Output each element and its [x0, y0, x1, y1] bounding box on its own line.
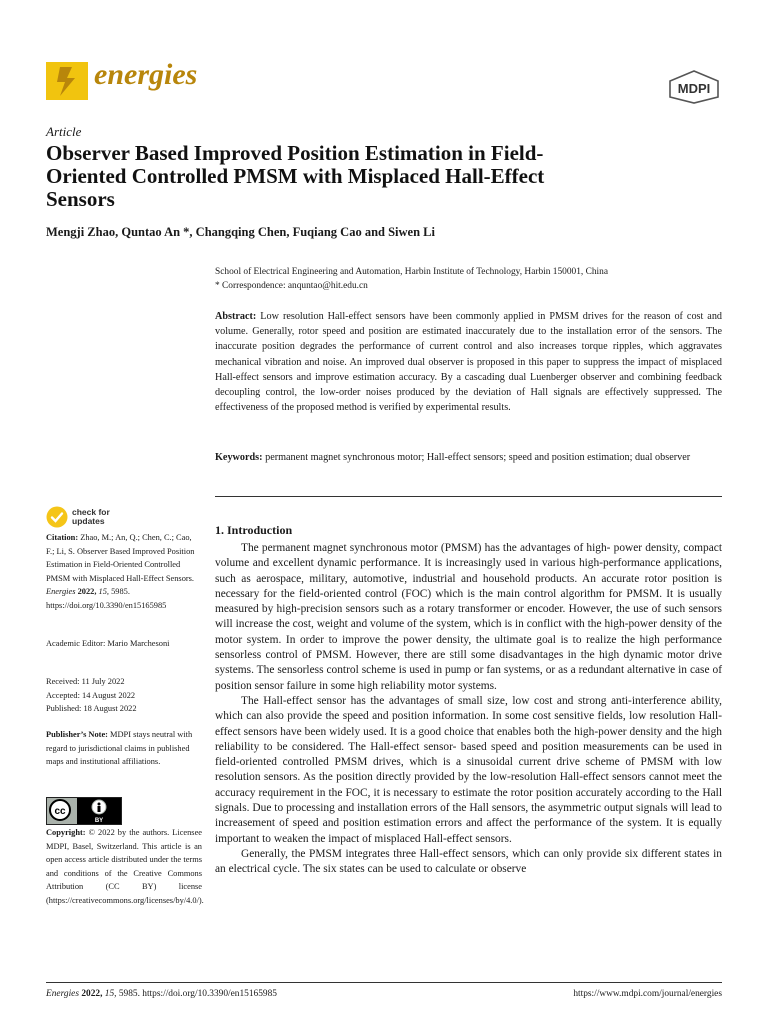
- correspondence[interactable]: * Correspondence: anquntao@hit.edu.cn: [215, 281, 368, 291]
- citation-label: Citation:: [46, 533, 79, 542]
- keywords-label: Keywords:: [215, 452, 263, 463]
- academic-editor: Academic Editor: Mario Marchesoni: [46, 639, 170, 648]
- publisher-note-label: Publisher’s Note:: [46, 730, 108, 739]
- paragraph: The permanent magnet synchronous motor (PMSM) has the advantages of high- power density, compact volume and excellent dynamic performance. It is increasingly used in various high-performance applications, such as aerospace, military, automotive, industrial and household products. An accurate rotor position is necessary for the field-oriented control (FOC) which is the main control algorithm for PMSM. It is usually measured by high-precision sensors such as a rotary transformer or encoder. However, the use of such sensors will increase the cost, weight and volume of the system, which is in conflict with the high-power density of the motor system. In order to improve the power density, the ultimate goal is to realize the high performance sensorless control of PMSM. However, there are still some disadvantages in the high dynamic motor drive systems. The sensorless control scheme is used in pump or fan systems, or as a redundant alternative in case of position sensor failure in some high reliability motor systems.: [215, 542, 722, 692]
- lightning-icon: [46, 62, 88, 100]
- dates-block: [46, 675, 202, 716]
- cc-by-license-badge[interactable]: [46, 797, 122, 825]
- paragraph: Generally, the PMSM integrates three Hall-effect sensors, which can only provide six different states in an electrical cycle. The six states can be used to calculate or observe: [215, 847, 722, 876]
- affiliation-block: [215, 265, 725, 293]
- citation-year: 2022,: [77, 587, 97, 597]
- accepted-date: Accepted: 14 August 2022: [46, 690, 136, 700]
- keywords-text: permanent magnet synchronous motor; Hall-effect sensors; speed and position estimation; dual observer: [265, 452, 691, 463]
- footer-divider: [46, 982, 722, 983]
- copyright-text: © 2022 by the authors. Licensee MDPI, Basel, Switzerland. This article is an open access article distributed under the terms and conditions of the Creative Commons Attribution (CC BY) license (https://creativecommons.org/licenses/by/4.0/).: [46, 828, 204, 905]
- publisher-note: [46, 728, 202, 769]
- received-date: Received: 11 July 2022: [46, 677, 125, 686]
- citation-block: [46, 531, 202, 613]
- publisher-name: MDPI: [677, 81, 711, 96]
- article-type: Article: [46, 124, 82, 139]
- citation-volume: 15,: [98, 587, 109, 597]
- body-text: [215, 541, 722, 878]
- citation-doi[interactable]: 5985. https://doi.org/10.3390/en15165985: [46, 587, 167, 610]
- footer-journal: Energies: [46, 989, 79, 999]
- footer-citation: [46, 989, 277, 999]
- footer-volume: 15,: [104, 989, 117, 999]
- abstract: [215, 309, 722, 415]
- check-line-1: check for: [72, 507, 110, 517]
- section-heading: 1. Introduction: [215, 523, 293, 537]
- published-date: Published: 18 August 2022: [46, 704, 137, 714]
- check-updates-icon: [46, 506, 68, 528]
- abstract-text: Low resolution Hall-effect sensors have been commonly applied in PMSM drives for the reason of cost and volume. Generally, rotor speed and position are estimated inaccurately due to the installation error of the sensors. The inaccurate position degrades the performance of current control and also increases torque ripples, which aggravates mechanical vibration and noise. An improved dual observer is proposed in this paper to suppress the impact of misplaced Hall-effect sensors and improve estimation accuracy. By a cascading dual Luenberger observer and combining feedback decoupling control, the low-order noises produced by the deviation of Hall signals are effectively suppressed. The effectiveness of the proposed method is verified by experimental results.: [215, 311, 723, 414]
- journal-name[interactable]: energies: [94, 58, 198, 91]
- copyright-label: Copyright:: [46, 828, 86, 837]
- abstract-label: Abstract:: [215, 311, 257, 322]
- footer-doi[interactable]: 5985. https://doi.org/10.3390/en15165985: [118, 989, 277, 999]
- footer-year: 2022,: [81, 989, 103, 999]
- journal-logo: [46, 62, 88, 100]
- svg-text:cc: cc: [54, 806, 66, 817]
- cc-by-label: BY: [94, 818, 104, 824]
- publisher-note-text: MDPI stays neutral with regard to jurisdictional claims in published maps and institutional affiliations.: [46, 730, 193, 767]
- paper-title: Observer Based Improved Position Estimation in Field-Oriented Controlled PMSM with Misplaced Hall-Effect Sensors: [46, 141, 545, 211]
- footer-journal-url[interactable]: https://www.mdpi.com/journal/energies: [573, 989, 722, 999]
- check-for-updates-badge[interactable]: [46, 506, 110, 528]
- check-line-2: updates: [72, 516, 105, 526]
- abstract-divider: [215, 496, 722, 497]
- affiliation: School of Electrical Engineering and Automation, Harbin Institute of Technology, Harbin 150001, China: [215, 267, 609, 277]
- paragraph: The Hall-effect sensor has the advantages of small size, low cost and strong anti-interference ability, which can also provide the speed and position information. In some cost sensitive fields, low resolution Hall-effect sensors have been widely used. It is a good choice that enables both the high-power density and the high reliability to be considered. The Hall-effect sensor- based speed and position measurements can be used in field-oriented controlled PMSM drives, which is a sinusoidal current drive scheme of PMSM with low resolution sensors. As the position directly provided by the low-resolution Hall-effect sensors cannot meet the accuracy requirement in the FOC, it is necessary to estimate the rotor position accurately according to the Hall signals. Due to processing and installation errors of the Hall sensors, the asymmetric output signals will lead to increasement of speed and position estimation errors and affect the performance of the system. It is equally important to weaken the impact of misplaced Hall-effect sensors.: [215, 694, 722, 845]
- keywords: [215, 450, 722, 465]
- citation-journal: Energies: [46, 587, 76, 597]
- author-list: Mengji Zhao, Quntao An *, Changqing Chen, Fuqiang Cao and Siwen Li: [46, 225, 435, 239]
- copyright-block: [46, 826, 202, 908]
- citation-text: Zhao, M.; An, Q.; Chen, C.; Cao, F.; Li, S. Observer Based Improved Position Estimation in Field-Oriented Controlled PMSM with Misplaced Hall-Effect Sensors.: [46, 533, 195, 583]
- mdpi-logo[interactable]: [668, 70, 720, 104]
